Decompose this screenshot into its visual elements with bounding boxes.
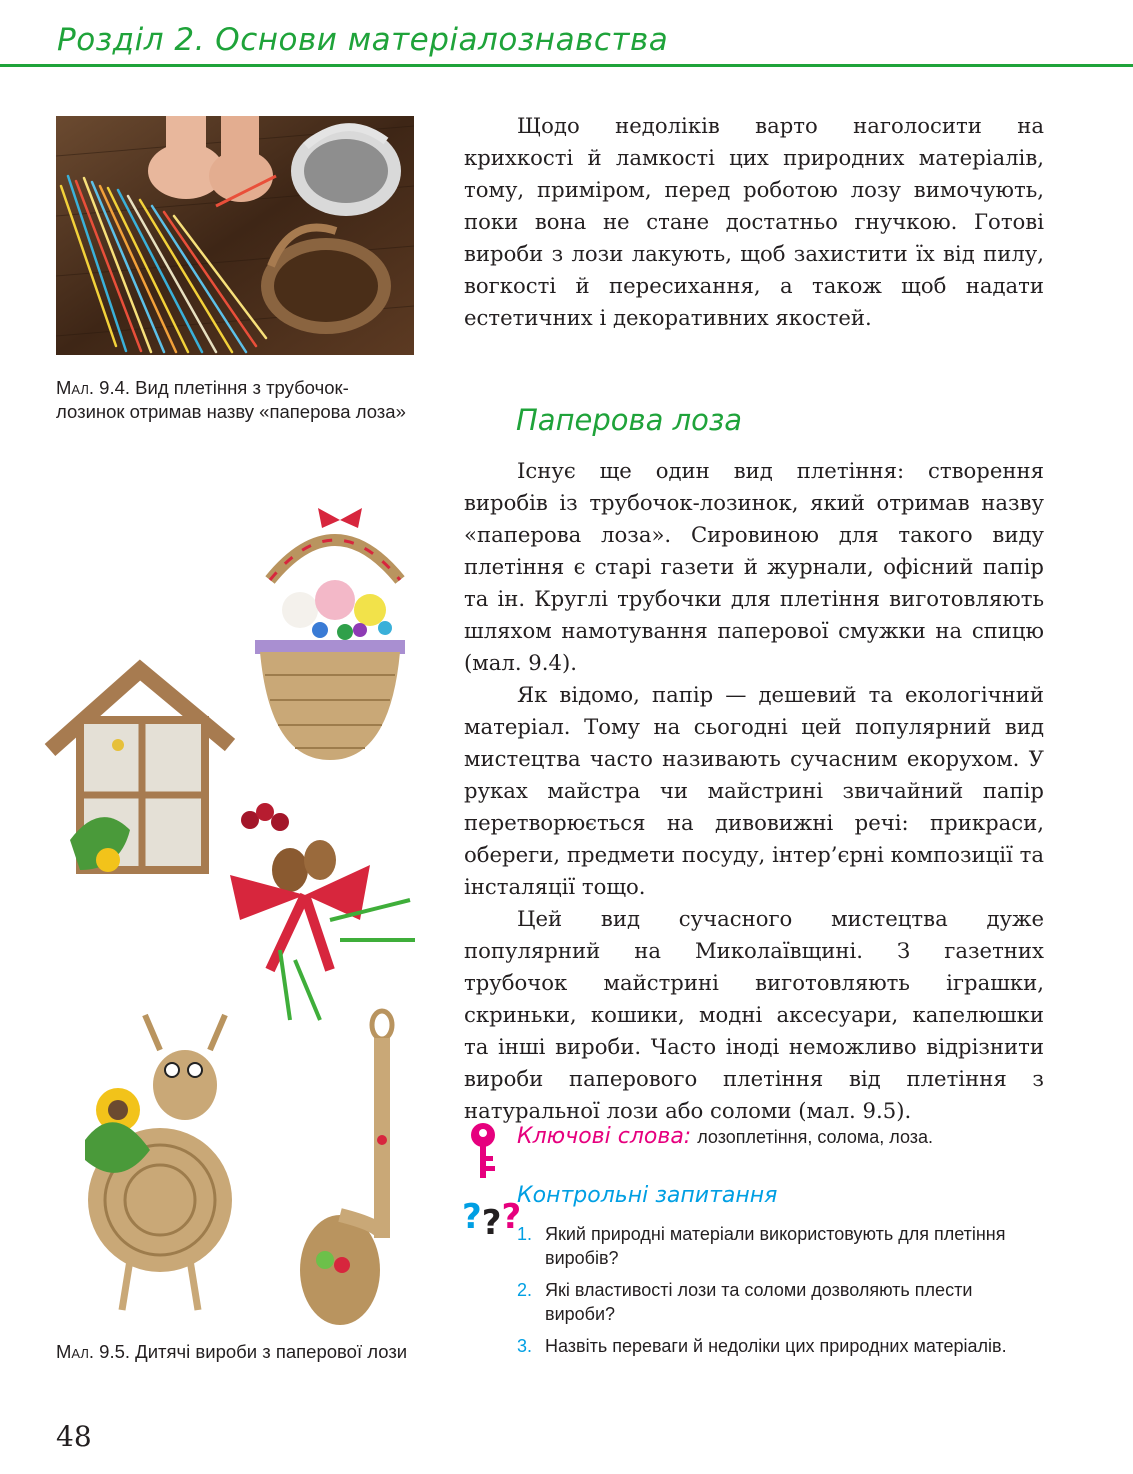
intro-text bbox=[464, 110, 1044, 334]
caption-label: Мал. bbox=[56, 377, 95, 398]
key-icon bbox=[468, 1122, 498, 1180]
christmas-decoration bbox=[230, 803, 415, 1020]
caption-text: 9.4. Вид плетіння з трубочок-лозинок отримав назву «паперова лоза» bbox=[56, 377, 406, 422]
weaving-photo bbox=[56, 116, 414, 355]
keywords-text: лозоплетіння, солома, лоза. bbox=[697, 1127, 934, 1147]
paper-sheep bbox=[85, 1015, 232, 1310]
paragraph: Існує ще один вид плетіння: створення виробів із трубочок-лозинок, який отримав назву «паперова лоза». Сировиною для такого виду плетіння є старі газети й журнали, офісний папір та ін. Круглі трубочки для плетіння виготовляють шляхом намотування паперової смужки на спицю (мал. 9.4). bbox=[464, 458, 1044, 675]
figure-caption-9-4 bbox=[56, 376, 406, 424]
paragraph: Як відомо, папір — дешевий та екологічний матеріал. Тому на сьогодні цей популярний вид мистецтва часто називають сучасним екорухом. У руках майстра чи майстрині звичайний папір перетворюється на дивовижні речі: прикраси, обереги, предмети посуду, інтер’єрні композиції та інсталяції тощо. bbox=[464, 682, 1044, 899]
question-marks-icon: ??? bbox=[462, 1197, 522, 1243]
item-number: 3. bbox=[517, 1336, 533, 1356]
paragraph: Щодо недоліків варто наголосити на крихкості й ламкості цих природних матеріалів, тому, приміром, перед роботою лозу вимочують, поки вона не стане достатньо гнучкою. Готові вироби з лози лакують, щоб захистити їх від пилу, вогкості й пересихання, а також щоб надати естетичних і декоративних якостей. bbox=[464, 113, 1044, 330]
crafts-photo bbox=[40, 500, 418, 1330]
caption-label: Мал. bbox=[56, 1341, 95, 1362]
item-text: Назвіть переваги й недоліки цих природних матеріалів. bbox=[545, 1336, 1007, 1356]
keywords-label: Ключові слова: bbox=[517, 1124, 692, 1149]
list-item bbox=[517, 1278, 1047, 1326]
paper-house bbox=[50, 670, 230, 872]
weaving-illustration bbox=[56, 116, 414, 355]
page-header bbox=[0, 0, 1133, 70]
section-heading: Паперова лоза bbox=[516, 403, 743, 437]
questions-list bbox=[517, 1222, 1047, 1366]
item-text: Які властивості лози та соломи дозволяють плести вироби? bbox=[545, 1280, 973, 1324]
item-number: 2. bbox=[517, 1280, 533, 1300]
list-item bbox=[517, 1334, 1047, 1358]
figure-caption-9-5 bbox=[56, 1340, 426, 1364]
page-number: 48 bbox=[56, 1420, 92, 1453]
list-item bbox=[517, 1222, 1047, 1270]
chapter-title: Розділ 2. Основи матеріалознавства bbox=[57, 22, 669, 58]
crafts-illustration bbox=[40, 500, 418, 1330]
paper-spoon bbox=[300, 1011, 392, 1325]
paragraph: Цей вид сучасного мистецтва дуже популярний на Миколаївщині. З газетних трубочок майстрині виготовляють іграшки, скриньки, кошики, модні аксесуари, капелюшки та інші вироби. Часто іноді неможливо відрізнити вироби паперового плетіння від плетіння з натуральної лози або соломи (мал. 9.5). bbox=[464, 906, 1044, 1123]
keywords-line bbox=[517, 1124, 933, 1149]
item-text: Який природні матеріали використовують для плетіння виробів? bbox=[545, 1224, 1006, 1268]
flower-basket bbox=[255, 508, 405, 760]
item-number: 1. bbox=[517, 1224, 533, 1244]
questions-heading: Контрольні запитання bbox=[517, 1183, 778, 1208]
section-body bbox=[464, 455, 1044, 1127]
caption-text: 9.5. Дитячі вироби з паперової лози bbox=[94, 1341, 408, 1362]
header-divider bbox=[0, 64, 1133, 67]
